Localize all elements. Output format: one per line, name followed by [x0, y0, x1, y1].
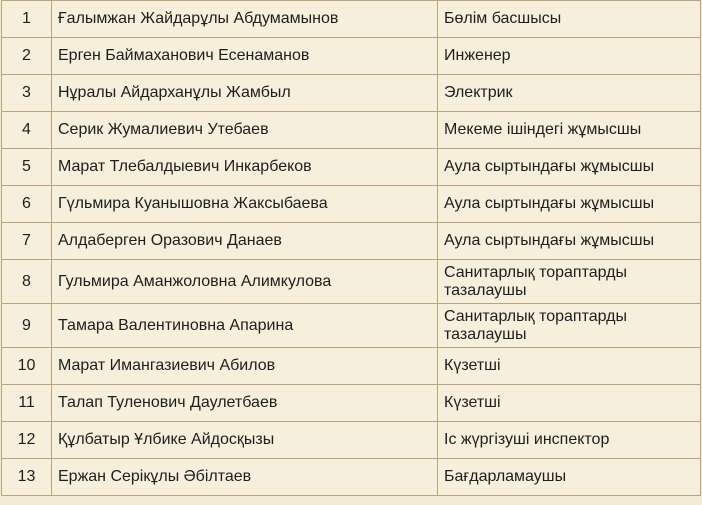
row-number: 7 — [2, 223, 52, 260]
employee-name: Құлбатыр Ұлбике Айдосқызы — [52, 422, 438, 459]
table-row — [2, 1, 701, 38]
employee-position: Күзетші — [438, 385, 701, 422]
row-number: 3 — [2, 75, 52, 112]
table-row — [2, 348, 701, 385]
employee-position: Күзетші — [438, 348, 701, 385]
table-row — [2, 186, 701, 223]
row-number: 10 — [2, 348, 52, 385]
row-number: 13 — [2, 459, 52, 496]
row-number: 12 — [2, 422, 52, 459]
table-row — [2, 260, 701, 304]
row-number: 4 — [2, 112, 52, 149]
employee-position: Аула сыртындағы жұмысшы — [438, 186, 701, 223]
employee-name: Ғалымжан Жайдарұлы Абдумамынов — [52, 1, 438, 38]
row-number: 5 — [2, 149, 52, 186]
employee-position: Бағдарламаушы — [438, 459, 701, 496]
employee-position: Іс жүргізуші инспектор — [438, 422, 701, 459]
employee-name: Нұралы Айдарханұлы Жамбыл — [52, 75, 438, 112]
row-number: 2 — [2, 38, 52, 75]
employee-name: Марат Тлебалдыевич Инкарбеков — [52, 149, 438, 186]
employee-position: Электрик — [438, 75, 701, 112]
table-row — [2, 304, 701, 348]
employee-name: Серик Жумалиевич Утебаев — [52, 112, 438, 149]
employee-position: Бөлім басшысы — [438, 1, 701, 38]
employee-name: Гульмира Аманжоловна Алимкулова — [52, 260, 438, 304]
employee-name: Ерген Баймаханович Есенаманов — [52, 38, 438, 75]
employee-position: Санитарлық тораптарды тазалаушы — [438, 260, 701, 304]
employee-name: Ержан Серікұлы Әбілтаев — [52, 459, 438, 496]
employee-position: Инженер — [438, 38, 701, 75]
staff-table — [1, 0, 701, 496]
employee-name: Гүльмира Куанышовна Жаксыбаева — [52, 186, 438, 223]
employee-position: Санитарлық тораптарды тазалаушы — [438, 304, 701, 348]
table-row — [2, 149, 701, 186]
row-number: 11 — [2, 385, 52, 422]
table-row — [2, 385, 701, 422]
employee-name: Алдаберген Оразович Данаев — [52, 223, 438, 260]
row-number: 8 — [2, 260, 52, 304]
table-row — [2, 75, 701, 112]
row-number: 6 — [2, 186, 52, 223]
employee-position: Аула сыртындағы жұмысшы — [438, 149, 701, 186]
row-number: 9 — [2, 304, 52, 348]
employee-position: Аула сыртындағы жұмысшы — [438, 223, 701, 260]
row-number: 1 — [2, 1, 52, 38]
employee-name: Тамара Валентиновна Апарина — [52, 304, 438, 348]
table-row — [2, 112, 701, 149]
employee-position: Мекеме ішіндегі жұмысшы — [438, 112, 701, 149]
table-row — [2, 38, 701, 75]
table-row — [2, 223, 701, 260]
table-row — [2, 422, 701, 459]
table-row — [2, 459, 701, 496]
employee-name: Марат Имангазиевич Абилов — [52, 348, 438, 385]
employee-name: Талап Туленович Даулетбаев — [52, 385, 438, 422]
